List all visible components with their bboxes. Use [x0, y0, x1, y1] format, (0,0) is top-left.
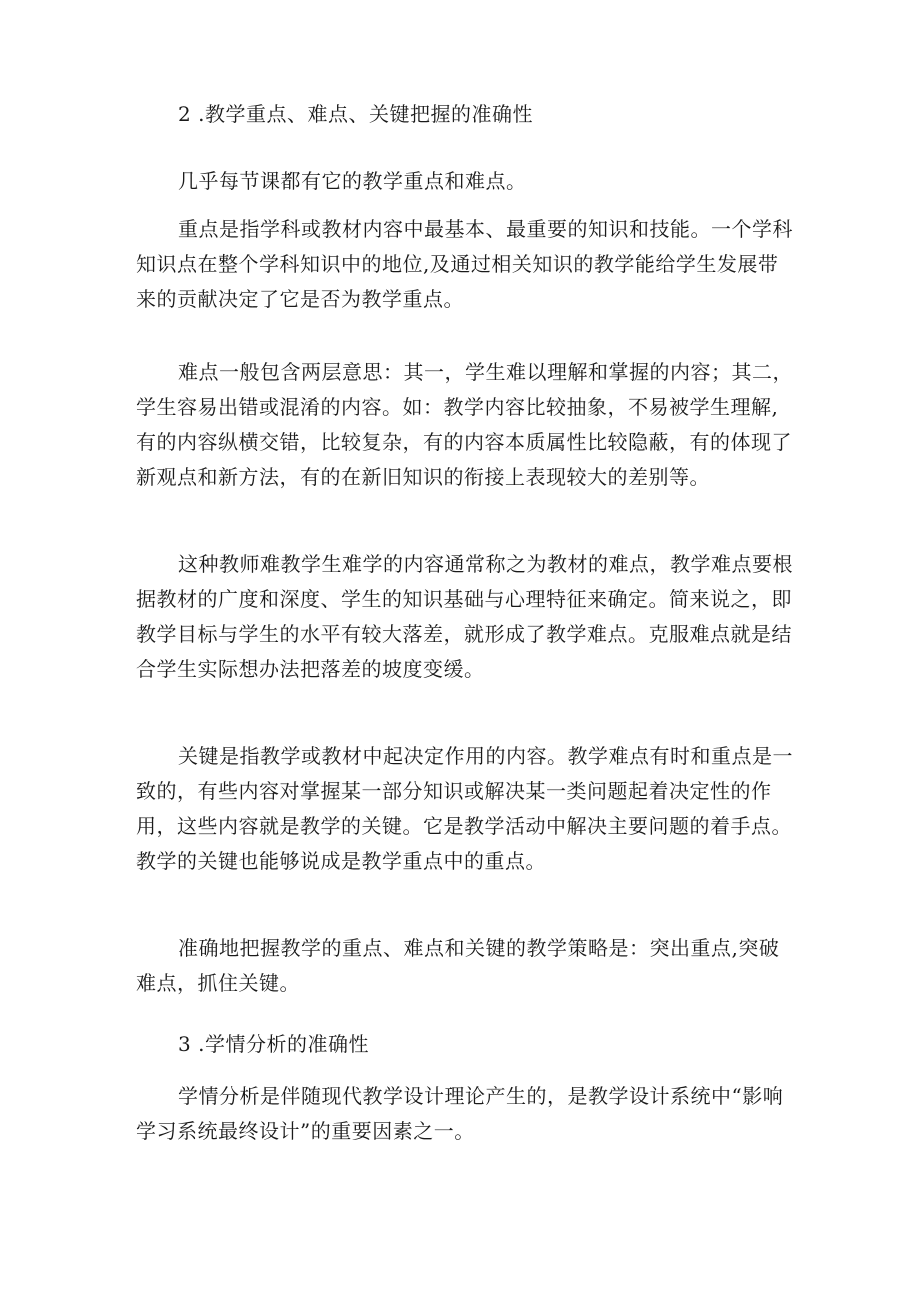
paragraph-key-points: 重点是指学科或教材内容中最基本、最重要的知识和技能。一个学科知识点在整个学科知识中的地位,及通过相关知识的教学能给学生发展带来的贡献决定了它是否为教学重点。	[136, 217, 793, 311]
paragraph-learning-analysis: 学情分析是伴随现代教学设计理论产生的，是教学设计系统中“影响学习系统最终设计”的重要因素之一。	[136, 1084, 784, 1143]
section-heading-2: 2 .教学重点、难点、关键把握的准确性	[178, 102, 533, 126]
paragraph-key-content: 关键是指教学或教材中起决定作用的内容。教学难点有时和重点是一致的，有些内容对掌握某一部分知识或解决某一类问题起着决定性的作用，这些内容就是教学的关键。它是教学活动中解决主要问题的着手点。教学的关键也能够说成是教学重点中的重点。	[136, 744, 793, 873]
paragraph-intro: 几乎每节课都有它的教学重点和难点。	[178, 169, 527, 193]
paragraph-teaching-difficulty: 这种教师难教学生难学的内容通常称之为教材的难点，教学难点要根据教材的广度和深度、学生的知识基础与心理特征来确定。简来说之，即教学目标与学生的水平有较大落差，就形成了教学难点。克服难点就是结合学生实际想办法把落差的坡度变缓。	[136, 552, 793, 681]
paragraph-difficulties: 难点一般包含两层意思：其一，学生难以理解和掌握的内容；其二，学生容易出错或混淆的内容。如：教学内容比较抽象，不易被学生理解,有的内容纵横交错，比较复杂，有的内容本质属性比较隐蔽，有的体现了新观点和新方法，有的在新旧知识的衔接上表现较大的差别等。	[136, 360, 793, 489]
section-heading-3: 3 .学情分析的准确性	[178, 1032, 369, 1056]
paragraph-strategy: 准确地把握教学的重点、难点和关键的教学策略是：突出重点,突破难点，抓住关键。	[136, 936, 780, 995]
